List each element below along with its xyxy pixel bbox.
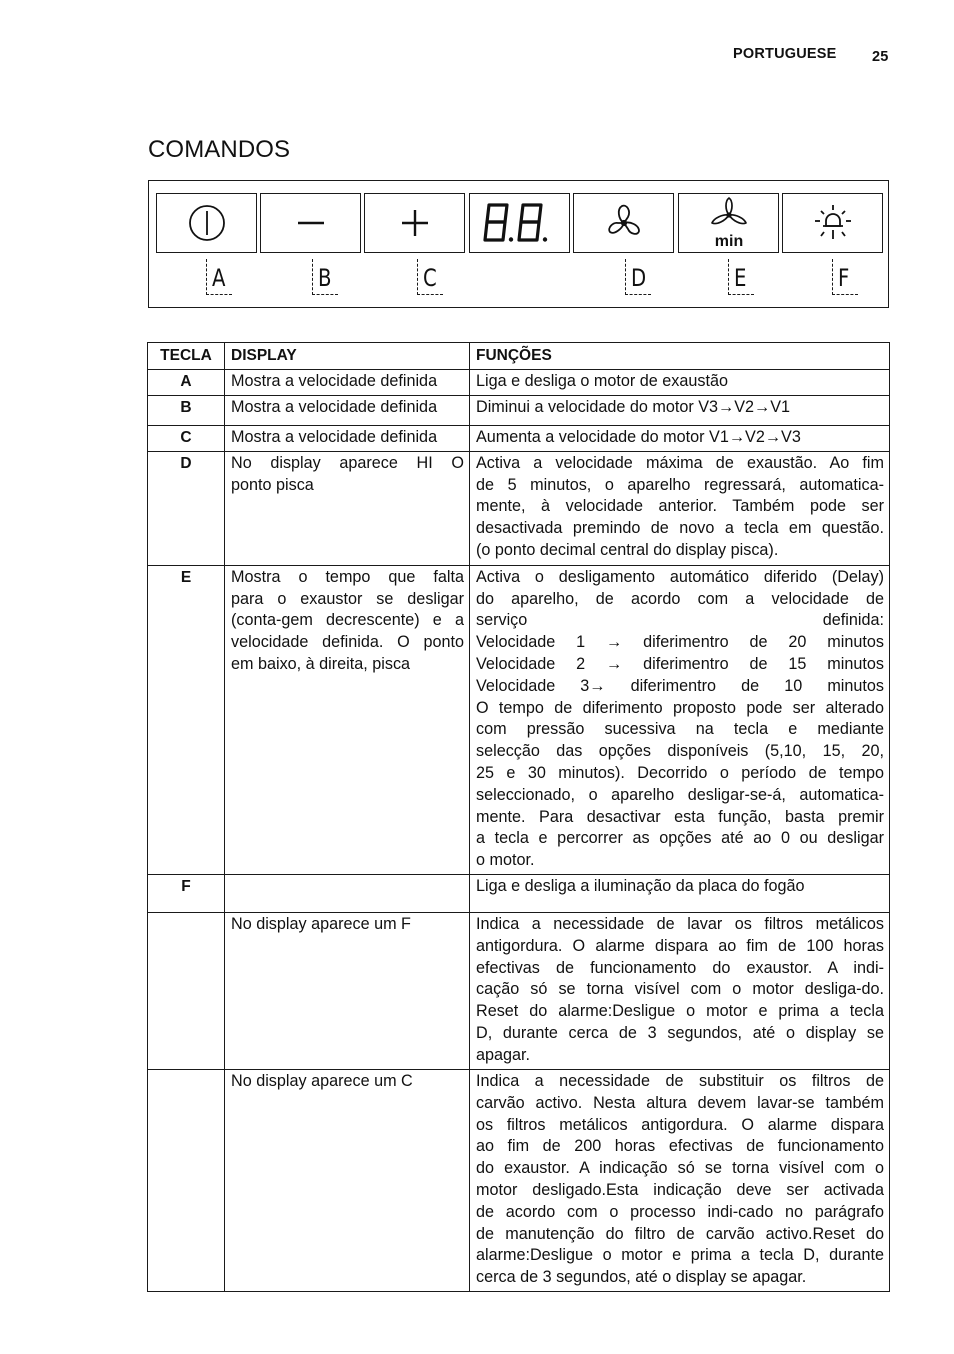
cell-line: 25 e 30 minutos). Decorrido o período de tempo — [476, 763, 884, 782]
cell-line: selecção das opções disponíveis (5,10, 15, 20, — [476, 742, 884, 761]
cell-line: (o ponto decimal central do display pisca). — [476, 540, 779, 559]
callout-a — [206, 259, 234, 297]
cell-line: desactivada premindo de novo a tecla em questão. — [476, 519, 884, 538]
fan-icon — [602, 201, 646, 245]
cell-line: de manutenção do filtro de carvão activo.Reset do — [476, 1224, 884, 1243]
table-header-row — [148, 343, 890, 370]
table-row — [148, 874, 890, 912]
cell-line: Indica a necessidade de lavar os filtros metálicos — [476, 914, 884, 933]
display-cell — [225, 565, 470, 874]
language-label: PORTUGUESE — [733, 46, 837, 62]
key-cell: C — [148, 425, 225, 451]
key-f-light — [782, 193, 883, 253]
cell-line: Mostra a velocidade definida — [231, 371, 438, 390]
cell-line: de 5 minutos, o aparelho regressará, automatica- — [476, 475, 884, 494]
table-body — [148, 369, 890, 1291]
cell-line: Velocidade 1 → diferimentro de 20 minutos — [476, 633, 884, 652]
callout-b — [312, 259, 340, 297]
cell-line: D, durante cerca de 3 segundos, até o display se — [476, 1023, 884, 1042]
power-icon — [187, 203, 227, 243]
cell-line: a tecla e percorrer as opções até ao 0 ou desligar — [476, 829, 884, 848]
cell-line: do exaustor. A indicação só se torna visível com o — [476, 1159, 884, 1178]
seven-segment-display-icon — [480, 201, 560, 245]
callout-letter: A — [212, 264, 226, 292]
cell-line: de acordo com o processo indi-cado no parágrafo — [476, 1202, 884, 1221]
key-cell: A — [148, 369, 225, 395]
function-cell — [470, 912, 890, 1069]
cell-line: O tempo de diferimento proposto pode ser alterado — [476, 698, 884, 717]
cell-line: cerca de 3 segundos, até o display se apagar. — [476, 1268, 807, 1287]
cell-line: para o exaustor se desligar — [231, 589, 464, 608]
callout-letter: D — [631, 264, 647, 292]
key-a-power — [156, 193, 257, 253]
function-cell — [470, 369, 890, 395]
column-header-key: TECLA — [148, 343, 225, 370]
page-header — [700, 44, 892, 68]
cell-line: com pressão sucessiva na tecla e mediante — [476, 720, 884, 739]
section-title: COMANDOS — [148, 136, 291, 163]
callout-f — [832, 259, 860, 297]
cell-line: ao fim de 200 horas efectivas de funcionamento — [476, 1137, 884, 1156]
function-cell — [470, 451, 890, 565]
key-cell: B — [148, 395, 225, 425]
cell-line: o motor. — [476, 851, 535, 870]
cell-line: No display aparece um F — [231, 914, 411, 933]
cell-line: os filtros metálicos antigordura. O alarme dispara — [476, 1115, 884, 1134]
key-c-plus — [364, 193, 465, 253]
column-header-functions: FUNÇÕES — [470, 343, 890, 370]
cell-line: velocidade definida. O ponto — [231, 633, 464, 652]
cell-line: em baixo, à direita, pisca — [231, 654, 411, 673]
page-number: 25 — [872, 49, 889, 65]
table-row — [148, 395, 890, 425]
display-cell — [225, 395, 470, 425]
cell-line: No display aparece HI O — [231, 453, 464, 472]
callout-letter: E — [734, 264, 747, 292]
cell-line: cação só se torna visível com o motor desliga-do. — [476, 980, 884, 999]
key-b-minus — [260, 193, 361, 253]
callout-e — [728, 259, 756, 297]
control-panel-diagram — [148, 180, 889, 308]
display-cell — [225, 912, 470, 1069]
cell-line: Mostra a velocidade definida — [231, 397, 438, 416]
function-cell — [470, 395, 890, 425]
cell-line: antigordura. O alarme dispara ao fim de 100 horas — [476, 936, 884, 955]
table-row — [148, 369, 890, 395]
plus-icon — [395, 203, 435, 243]
light-icon — [811, 201, 855, 245]
cell-line: ponto pisca — [231, 475, 314, 494]
cell-line: No display aparece um C — [231, 1071, 413, 1090]
cell-line: Mostra a velocidade definida — [231, 427, 438, 446]
cell-line: serviço definida: — [476, 611, 884, 630]
function-cell — [470, 1069, 890, 1291]
key-cell: D — [148, 451, 225, 565]
cell-line: Indica a necessidade de substituir os filtros de — [476, 1071, 884, 1090]
cell-line: (conta-gem decrescente) e a — [231, 611, 464, 630]
key-cell — [148, 912, 225, 1069]
cell-line: Diminui a velocidade do motor V3→V2→V1 — [476, 397, 791, 416]
cell-line: Activa o desligamento automático diferido (Delay) — [476, 567, 884, 586]
cell-line: Aumenta a velocidade do motor V1→V2→V3 — [476, 427, 801, 446]
cell-line: apagar. — [476, 1045, 531, 1064]
cell-line: do aparelho, de acordo com a velocidade de — [476, 589, 884, 608]
cell-line: mente, à velocidade anterior. Também pode ser — [476, 497, 884, 516]
callout-letter: C — [423, 264, 437, 292]
callout-d — [625, 259, 653, 297]
key-cell — [148, 1069, 225, 1291]
display-cell — [225, 1069, 470, 1291]
cell-line: carvão activo. Nesta altura devem lavar-se também — [476, 1093, 884, 1112]
key-e-fan-min — [678, 193, 779, 253]
display-cell — [225, 425, 470, 451]
function-cell — [470, 874, 890, 912]
cell-line: Liga e desliga a iluminação da placa do fogão — [476, 876, 805, 895]
cell-line: Velocidade 3→ diferimentro de 10 minutos — [476, 676, 884, 695]
cell-line: motor desligado.Esta indicação deve ser activada — [476, 1180, 884, 1199]
table-row — [148, 451, 890, 565]
display-cell — [225, 369, 470, 395]
key-cell: F — [148, 874, 225, 912]
seven-segment-display — [469, 193, 570, 253]
cell-line: seleccionado, o aparelho desligar-se-á, automatica- — [476, 785, 884, 804]
controls-table — [147, 342, 890, 1292]
display-cell — [225, 451, 470, 565]
table-row — [148, 912, 890, 1069]
cell-line: Activa a velocidade máxima de exaustão. Ao fim — [476, 453, 884, 472]
cell-line: efectivas de funcionamento do exaustor. A indi- — [476, 958, 884, 977]
table-row — [148, 565, 890, 874]
cell-line: Liga e desliga o motor de exaustão — [476, 371, 728, 390]
fan-min-sublabel: min — [714, 233, 743, 250]
function-cell — [470, 565, 890, 874]
callout-letter: B — [318, 264, 332, 292]
table-row — [148, 425, 890, 451]
cell-line: alarme:Desligue o motor e prima a tecla D, durante — [476, 1246, 884, 1265]
table-row — [148, 1069, 890, 1291]
callout-c — [417, 259, 445, 297]
cell-line: Velocidade 2 → diferimentro de 15 minutos — [476, 654, 884, 673]
cell-line: mente. Para desactivar esta função, basta premir — [476, 807, 884, 826]
fan-min-icon — [704, 195, 754, 251]
cell-line: Reset do alarme:Desligue o motor e prima a tecla — [476, 1002, 884, 1021]
column-header-display: DISPLAY — [225, 343, 470, 370]
minus-icon — [291, 203, 331, 243]
callout-letter: F — [838, 264, 850, 292]
function-cell — [470, 425, 890, 451]
key-cell: E — [148, 565, 225, 874]
cell-line: Mostra o tempo que falta — [231, 567, 464, 586]
key-d-fan — [573, 193, 674, 253]
display-cell — [225, 874, 470, 912]
